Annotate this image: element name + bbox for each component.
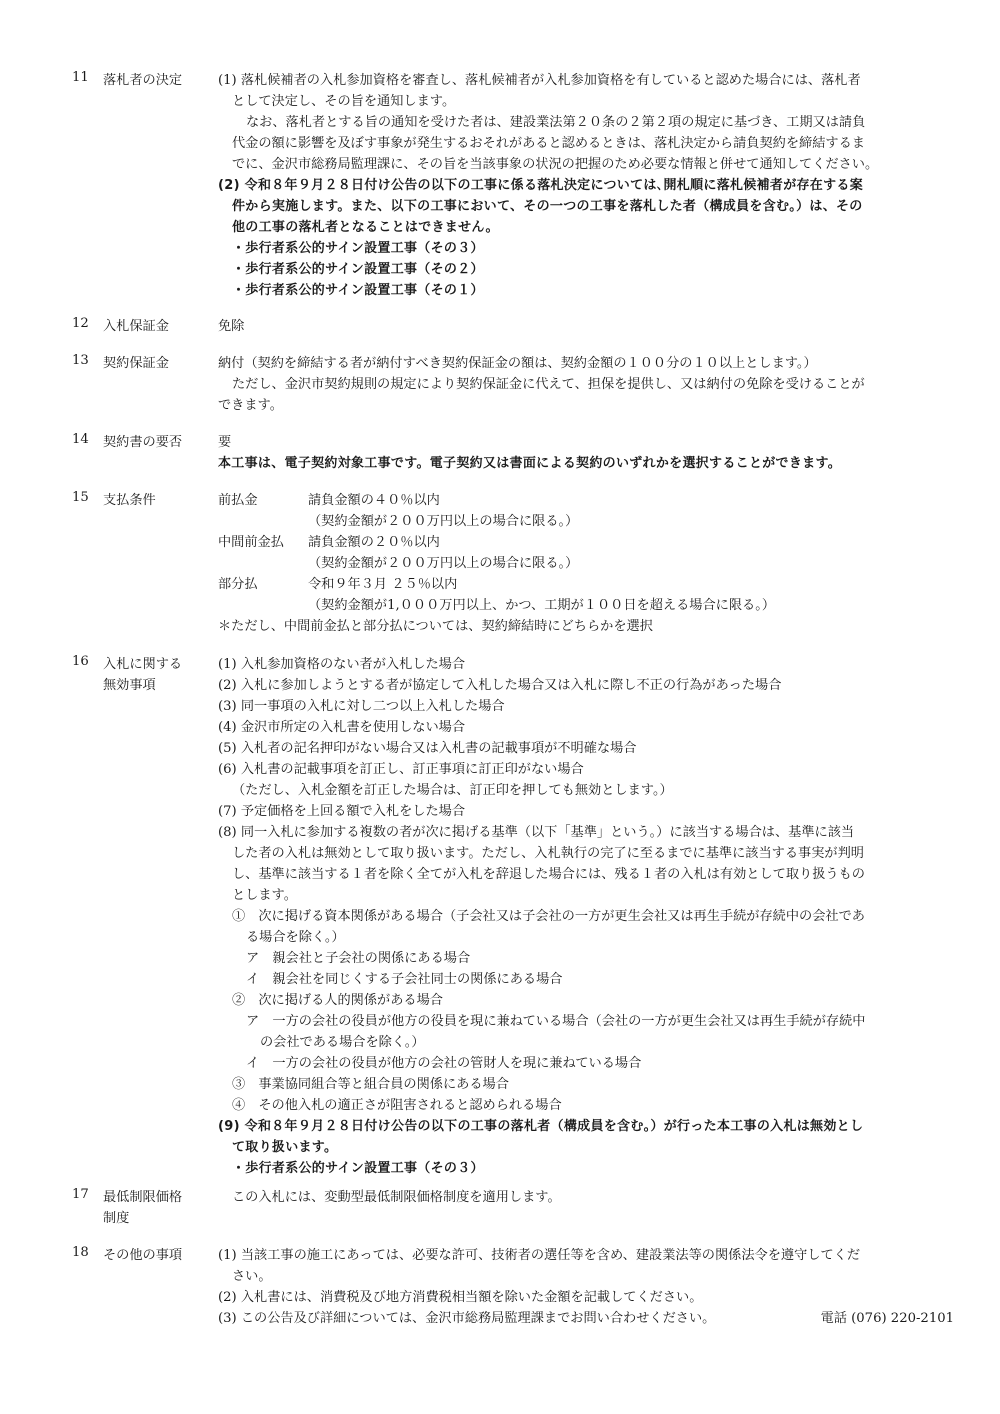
payment-text: （契約金額が1,０００万円以上、かつ、工期が１００日を超える場合に限る。） [308,598,776,613]
text-line: 代金の額に影響を及ぼす事象が発生するおそれがあると認めるときは、落札決定から請負契約を締結するま [232,136,865,151]
text-line: (2) 入札に参加しようとする者が協定して入札した場合又は入札に際し不正の行為があった場合 [218,678,782,693]
text-line: (5) 入札者の記名押印がない場合又は入札書の記載事項が不明確な場合 [218,741,637,756]
section-title: その他の事項 [103,1248,183,1263]
section-body [218,1245,954,1329]
text-line-bold: (2) 令和８年９月２８日付け公告の以下の工事に係る落札決定については､開札順に落札候補者が存在する案 [218,178,863,193]
section-body [218,316,954,337]
payment-row [218,595,954,616]
section-number: 17 [72,1187,89,1202]
text-line: イ 親会社を同じくする子会社同士の関係にある場合 [246,972,563,987]
payment-label: 部分払 [218,577,258,592]
section-body [218,353,954,416]
text-line: (8) 同一入札に参加する複数の者が次に掲げる基準（以下「基準」という。）に該当する場合は、基準に該当 [218,825,855,840]
contact-line [218,1308,954,1329]
list-item: ・歩行者系公的サイン設置工事（その２） [232,262,484,277]
text-line: した者の入札は無効として取り扱います。ただし、入札執行の完了に至るまでに基準に該当する事実が判明 [232,846,864,861]
text-line-bold: 本工事は、電子契約対象工事です。電子契約又は書面による契約のいずれかを選択することができます。 [218,456,842,471]
section-title [103,654,215,696]
text-line: ア 親会社と子会社の関係にある場合 [246,951,471,966]
section-title: 契約保証金 [103,356,169,371]
text-line: ただし、金沢市契約規則の規定により契約保証金に代えて、担保を提供し、又は納付の免除を受けることが [232,377,865,392]
payment-label: 前払金 [218,493,258,508]
text-line: る場合を除く。） [246,930,345,945]
text-line: (3) この公告及び詳細については、金沢市総務局監理課までお問い合わせください。 [218,1311,716,1326]
section-title: 支払条件 [103,493,156,508]
payment-row [218,532,954,553]
text-line: 要 [218,435,232,450]
text-line: 納付（契約を締結する者が納付すべき契約保証金の額は、契約金額の１００分の１０以上とします。） [218,356,817,371]
payment-text: （契約金額が２００万円以上の場合に限る。） [308,514,579,529]
text-line-bold: 他の工事の落札者となることはできません。 [232,220,499,235]
text-line: ア 一方の会社の役員が他方の役員を現に兼ねている場合（会社の一方が更生会社又は再生手続が存続中 [246,1014,866,1029]
section-body [218,654,954,1179]
section-title-line: 入札に関する [103,657,183,672]
list-item: ・歩行者系公的サイン設置工事（その３） [232,241,484,256]
payment-text: 請負金額の４０％以内 [308,493,440,508]
text-line: し、基準に該当する１者を除く全てが入札を辞退した場合には、残る１者の入札は有効として取り扱うもの [232,867,865,882]
list-item: ・歩行者系公的サイン設置工事（その３） [232,1161,484,1176]
section-title-line: 制度 [103,1211,130,1226]
text-line: ③ 事業協同組合等と組合員の関係にある場合 [232,1077,509,1092]
section-title: 契約書の要否 [103,435,183,450]
text-line-bold: 件から実施します。また、以下の工事において、その一つの工事を落札した者（構成員を含む。）は、その [232,199,863,214]
payment-row [218,490,954,511]
section-title [103,1187,215,1229]
section-title: 落札者の決定 [103,73,183,88]
text-line: イ 一方の会社の役員が他方の会社の管財人を現に兼ねている場合 [246,1056,642,1071]
text-line: できます。 [218,398,283,413]
text-line: として決定し、その旨を通知します。 [232,94,456,109]
section-number: 18 [72,1245,89,1260]
payment-row [218,574,954,595]
section-title-line: 最低制限価格 [103,1190,183,1205]
text-line: （ただし、入札金額を訂正した場合は、訂正印を押しても無効とします。） [232,783,673,798]
section-body [218,490,954,637]
text-line: ② 次に掲げる人的関係がある場合 [232,993,443,1008]
text-line-bold: て取り扱います。 [232,1140,338,1155]
text-line-bold: (9) 令和８年９月２８日付け公告の以下の工事の落札者（構成員を含む。）が行った本工事の入札は無効とし [218,1119,864,1134]
text-line: とします。 [232,888,297,903]
payment-text: 令和９年３月 ２５％以内 [308,577,458,592]
text-line: (4) 金沢市所定の入札書を使用しない場合 [218,720,466,735]
payment-text: 請負金額の２０％以内 [308,535,440,550]
payment-text: （契約金額が２００万円以上の場合に限る。） [308,556,579,571]
text-line: (1) 当該工事の施工にあっては、必要な許可、技術者の選任等を含め、建設業法等の関係法令を遵守してくだ [218,1248,861,1263]
text-line: (1) 入札参加資格のない者が入札した場合 [218,657,466,672]
text-line: でに、金沢市総務局監理課に、その旨を当該事象の状況の把握のため必要な情報と併せて通知してください。 [232,157,879,172]
text-line: (7) 予定価格を上回る額で入札をした場合 [218,804,466,819]
text-line: の会社である場合を除く。） [260,1035,425,1050]
payment-row [218,511,954,532]
text-line: (6) 入札書の記載事項を訂正し、訂正事項に訂正印がない場合 [218,762,584,777]
payment-note: ＊ただし、中間前金払と部分払については、契約締結時にどちらかを選択 [218,619,653,634]
section-body [218,1187,954,1208]
section-number: 14 [72,432,89,447]
section-body [218,70,954,301]
section-number: 11 [72,70,89,85]
section-number: 15 [72,490,89,505]
text-line: なお、落札者とする旨の通知を受けた者は、建設業法第２０条の２第２項の規定に基づき、工期又は請負 [246,115,866,130]
text-line: (2) 入札書には、消費税及び地方消費税相当額を除いた金額を記載してください。 [218,1290,703,1305]
section-number: 13 [72,353,89,368]
text-line: 免除 [218,319,245,334]
text-line: ① 次に掲げる資本関係がある場合（子会社又は子会社の一方が更生会社又は再生手続が存続中の会社であ [232,909,865,924]
section-number: 16 [72,654,89,669]
section-title-line: 無効事項 [103,678,156,693]
text-line: (3) 同一事項の入札に対し二つ以上入札した場合 [218,699,505,714]
text-line: この入札には、変動型最低制限価格制度を適用します。 [232,1190,561,1205]
payment-row [218,553,954,574]
section-body [218,432,954,474]
list-item: ・歩行者系公的サイン設置工事（その１） [232,283,484,298]
text-line: さい。 [232,1269,272,1284]
text-line: ④ その他入札の適正さが阻害されると認められる場合 [232,1098,562,1113]
section-number: 12 [72,316,89,331]
text-line: (1) 落札候補者の入札参加資格を審査し、落札候補者が入札参加資格を有していると認めた場合には、落札者 [218,73,861,88]
section-title: 入札保証金 [103,319,169,334]
phone-number: 電話 (076) 220-2101 [820,1311,954,1326]
payment-label: 中間前金払 [218,535,284,550]
